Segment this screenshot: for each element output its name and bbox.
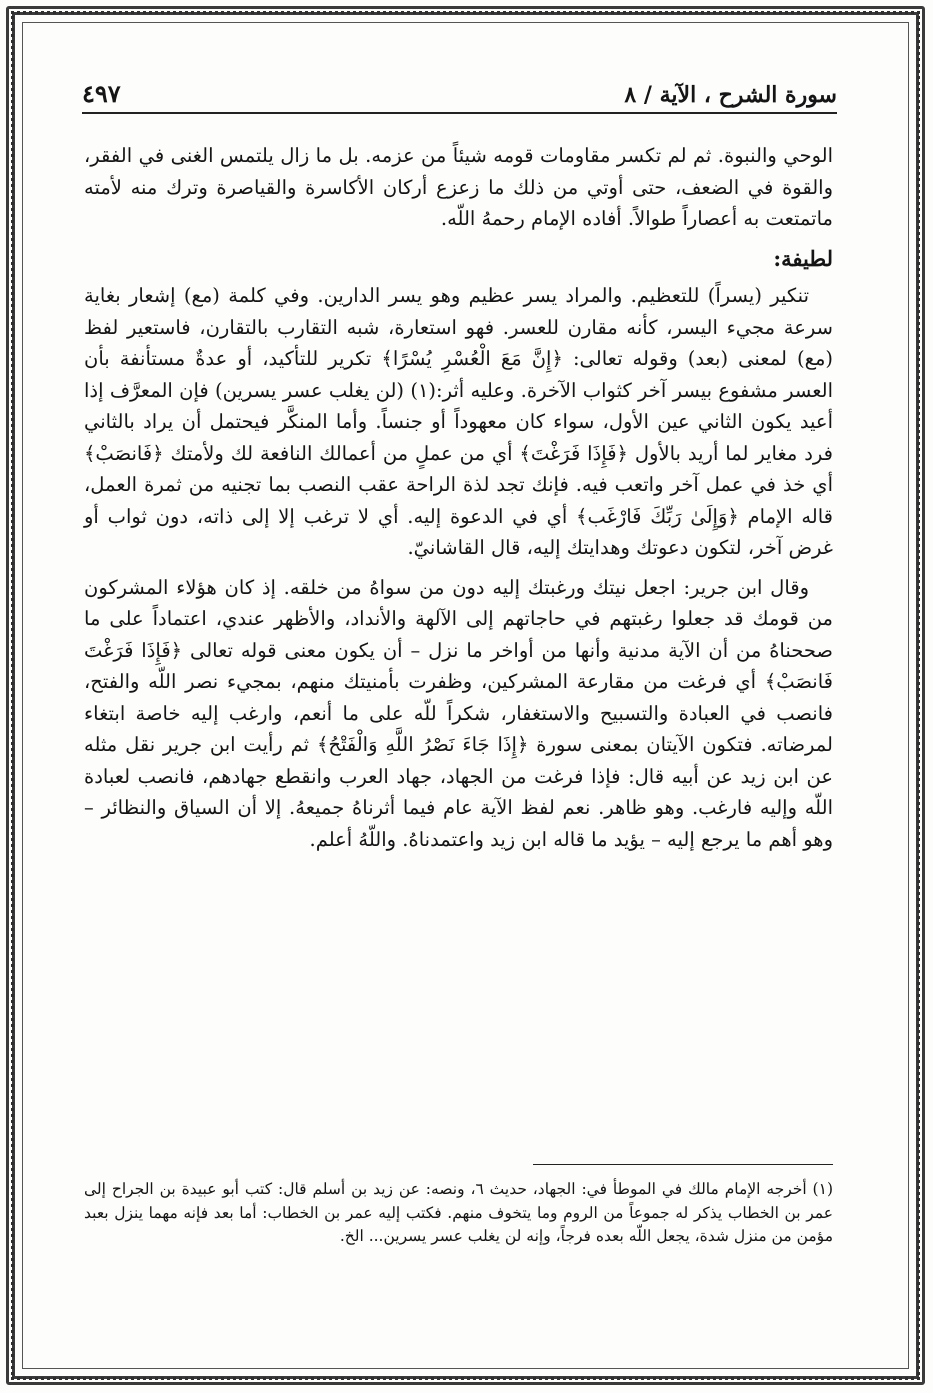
subheading: لطيفة: [773, 245, 833, 271]
page-number: ٤٩٧ [82, 79, 121, 108]
footnotes [84, 1178, 833, 1249]
page-header [82, 68, 837, 108]
page-body [84, 140, 833, 863]
paragraph-2: تنكير (يسراً) للتعظيم. والمراد يسر عظيم وهو يسر الدارين. وفي كلمة (مع) إشعار بغاية سرعة مجيء اليسر، كأنه مقارن للعسر. فهو استعارة، شبه التقارب بالتقارن، فاستعير لفظ (مع) لمعنى (بعد) وقوله تعالى: ﴿إِنَّ مَعَ الْعُسْرِ يُسْرًا﴾ تكرير للتأكيد، أو عدةٌ مستأنفة بأن العسر مشفوع بيسر آخر كثواب الآخرة. وعليه أثر:(١) (لن يغلب عسر يسرين) فإن المعرَّف إذا أعيد يكون الثاني عين الأول، سواء كان معهوداً أو جنساً. وأما المنكَّر فيحتمل أن يراد بالثاني فرد مغاير لما أريد بالأول ﴿فَإِذَا فَرَغْتَ﴾ أي من عملٍ من أعمالك النافعة لك ولأمتك ﴿فَانصَبْ﴾ أي خذ في عمل آخر واتعب فيه. فإنك تجد لذة الراحة عقب النصب بما تجنيه من ثمرة العمل، قاله الإمام ﴿وَإِلَىٰ رَبِّكَ فَارْغَب﴾ أي في الدعوة إليه. أي لا ترغب إلا إلى ذاته، دون ثواب أو غرض آخر، لتكون دعوتك وهدايتك إليه، قال القاشانيّ. [84, 284, 833, 559]
footnote-1: (١) أخرجه الإمام مالك في الموطأ في: الجهاد، حديث ٦، ونصه: عن زيد بن أسلم قال: كتب أبو عبيدة بن الجراح إلى عمر بن الخطاب يذكر له جموعاً من الروم وما يتخوف منهم. فكتب إليه عمر بن الخطاب: أما بعد فإنه مهما ينزل بعبد مؤمن من منزل شدة، يجعل اللّه بعده فرجاً، وإنه لن يغلب عسر يسرين... الخ. [84, 1180, 833, 1245]
header-rule [82, 112, 837, 114]
paragraph-3: وقال ابن جرير: اجعل نيتك ورغبتك إليه دون من سواهُ من خلقه. إذ كان هؤلاء المشركون من قومك قد جعلوا رغبتهم في حاجاتهم إلى الآلهة والأنداد، والأظهر عندي، اعتماداً على ما صححناهُ من أن الآية مدنية وأنها من أواخر ما نزل – أن يكون معنى قوله تعالى ﴿فَإِذَا فَرَغْتَ فَانصَبْ﴾ أي فرغت من مقارعة المشركين، وظفرت بأمنيتك منهم، بمجيء نصر اللّه والفتح، فانصب في العبادة والتسبيح والاستغفار، شكراً للّه على ما أنعم، وارغب إليه خاصة ابتغاء لمرضاته. فتكون الآيتان بمعنى سورة ﴿إِذَا جَاءَ نَصْرُ اللَّهِ وَالْفَتْحُ﴾ ثم رأيت ابن جرير نقل مثله عن ابن زيد عن أبيه قال: فإذا فرغت من الجهاد، جهاد العرب وانقطع جهادهم، فانصب لعبادة اللّه وإليه فارغب. وهو ظاهر. نعم لفظ الآية عام فيما أثرناهُ جميعهُ. إلا أن السياق والنظائر – وهو أهم ما يرجع إليه – يؤيد ما قاله ابن زيد واعتمدناهُ. واللّهُ أعلم. [84, 575, 833, 851]
running-head: سورة الشرح ، الآية / ٨ [624, 82, 837, 108]
paragraph-1: الوحي والنبوة. ثم لم تكسر مقاومات قومه شيئاً من عزمه. بل ما زال يلتمس الغنى في الفقر، والقوة في الضعف، حتى أوتي من ذلك ما زعزع أركان الأكاسرة والقياصرة وترك منه لأمته ماتمتعت به أعصاراً طوالاً. أفاده الإمام رحمهُ اللّه. [84, 144, 833, 230]
footnote-rule [533, 1164, 833, 1165]
